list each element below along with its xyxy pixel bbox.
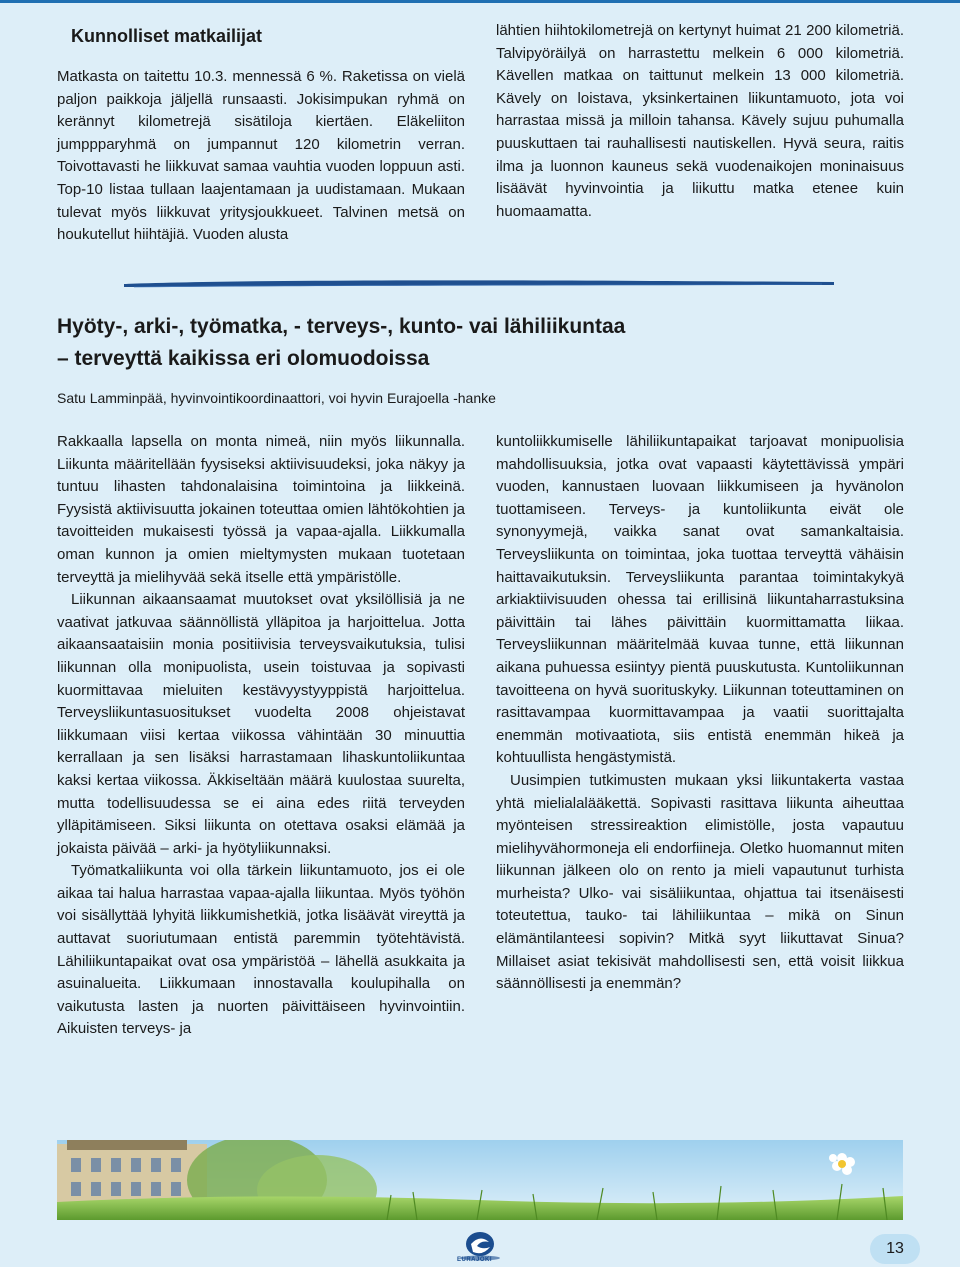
paragraph: kuntoliikkumiselle lähiliikuntapaikat tarjoavat monipuolisia mahdollisuuksia, jotka ovat vapaasti käytettävissä ympäri vuoden, kannustaen luovaan liikkumiseen ja hyvänolon tuottamiseen. Terveys- ja kuntoliikunta eivät ole synonyymejä, vaikka sanat ovat samankaltaisia. Terveysliikunta on toimintaa, joka tuottaa terveyttä vähäisin haittavaikutuksin. Terveysliikunta parantaa toimintakykyä arkiaktiivisuuden ohessa tai erillisinä liikuntaharrastuksina päivittäin tai lähes päivittäin kuormittamatta liikaa. Terveysliikunnan määritelmää kuvaa tunne, että liikunnan aikana puhuessa esiintyy pientä puuskutusta. Kuntoliikunnan tavoitteena on hyvä suorituskyky. Liikunnan toteuttaminen on rasittavampaa kuormittavampaa ja vaatii suorittajalta enemmän motivaatiota, siis entistä enemmän hikeä ja kohtuullista hengästymistä. xyxy=(496,433,904,767)
section1-left-column xyxy=(57,66,465,247)
section1-right-column xyxy=(496,20,904,223)
brush-divider xyxy=(122,276,842,290)
article-left-column xyxy=(57,431,465,1041)
logo-text: EURAJOKI xyxy=(457,1257,493,1263)
paragraph: Liikunnan aikaansaamat muutokset ovat yksilöllisiä ja ne vaativat jatkuvaa säännöllistä ylläpitoa ja harjoittelua. Jotta aikaansaataisiin monia positiivisia terveysvaikutuksia, tulisi liikunnan olla monipuolista, usein toistuvaa ja sopivasti kuormittavaa mieluiten kestävyystyyppistä harjoittelua. Terveysliikuntasuositukset vuodelta 2008 ohjeistavat liikkumaan viisi kertaa viikossa vähintään 30 minuuttia kerrallaan ja sen lisäksi harrastamaan lihaskuntoliikuntaa kaksi kertaa viikossa. Äkkiseltään määrä kuulostaa suurelta, mutta todellisuudessa se ei aina edes riitä terveyden ylläpitämiseen. Siksi liikunta on otettava osaksi elämää ja jokaista päivää – arki- ja hyötyliikunnaksi. xyxy=(57,591,465,857)
article-title xyxy=(57,311,917,375)
paragraph: lähtien hiihtokilometrejä on kertynyt huimat 21 200 kilometriä. Talvipyöräilyä on harrastettu melkein 6 000 kilometriä. Kävellen matkaa on taittunut melkein 13 000 kilometriä. Kävely on loistava, yksinkertainen liikuntamuoto, jota voi harrastaa missä ja milloin tahansa. Kävely sujuu puhumalla puuskuttaen tai rauhallisesti nautiskellen. Hyvä seura, raitis ilma ja luonnon kauneus sekä vuodenaikojen moninaisuus lisäävät hyvinvointia ja liikuttu matka etenee kuin huomaamatta. xyxy=(496,22,904,220)
article-title-line: – terveyttä kaikissa eri olomuodoissa xyxy=(57,347,430,370)
photo-banner xyxy=(57,1140,903,1220)
article-title-line: Hyöty-, arki-, työmatka, - terveys-, kunto- vai lähiliikuntaa xyxy=(57,315,626,338)
paragraph: Rakkaalla lapsella on monta nimeä, niin myös liikunnalla. Liikunta määritellään fyysiseksi aktiivisuudeksi, joka näkyy ja tuntuu lihasten tahdonalaisina toimintoina ja liikkeinä. Fyysistä aktiivisuutta jokainen toteuttaa omien lähtökohtien ja tavoitteiden mukaisesti työssä ja vapaa-ajalla. Liikkumalla oman kunnon ja omien mieltymysten mukaan tuotetaan terveyttä ja mielihyvää sekä itselle että ympäristölle. xyxy=(57,433,465,586)
paragraph: Uusimpien tutkimusten mukaan yksi liikuntakerta vastaa yhtä mielialalääkettä. Sopivasti rasittava liikunta aiheuttaa myönteisen stressireaktion elimistölle, josta vapautuu mielihyvähormoneja eli endorfiineja. Oletko huomannut miten liikunnan jälkeen olo on rento ja mieli vapautunut turhista murheista? Ulko- vai sisäliikuntaa, ohjattua tai itsenäisesti toteutettua, tauko- tai lähiliikuntaa – mikä on Sinun elämäntilanteesi sopivin? Mitkä syyt liikuttavat Sinua? Millaiset asiat tekisivät mahdollisesti sen, että voisit liikkua säännöllisesti ja enemmän? xyxy=(496,771,904,993)
paragraph: Työmatkaliikunta voi olla tärkein liikuntamuoto, jos ei ole aikaa tai halua harrastaa vapaa-ajalla liikuntaa. Myös työhön voi sisällyttää lyhyitä liikkumishetkiä, jotka lisäävät vireyttä ja auttavat suoriutumaan entistä paremmin työtehtävistä. Lähiliikuntapaikat ovat osa ympäristöä – lähellä asukkaita ja asuinalueita. Liikkumaan innostavalla koulupihalla on vaikutusta lasten ja nuorten päivittäiseen hyvinvointiin. Aikuisten terveys- ja xyxy=(57,862,465,1038)
paragraph: Matkasta on taitettu 10.3. mennessä 6 %. Raketissa on vielä paljon paikkoja jäljellä runsaasti. Jokisimpukan ryhmä on kerännyt kilometrejä sisätiloja kiertäen. Eläkeliiton jumppparyhmä on jumpannut 120 kilometrin verran. Toivottavasti he liikkuvat samaa vauhtia vuoden loppuun asti. Top-10 listaa tullaan laajentamaan ja uudistamaan. Mukaan tulevat myös liikkuvat yritysjoukkueet. Talvinen metsä on houkutellut hiihtäjiä. Vuoden alusta xyxy=(57,68,465,244)
article-right-column xyxy=(496,431,904,996)
byline: Satu Lamminpää, hyvinvointikoordinaattori, voi hyvin Eurajoella -hanke xyxy=(57,390,496,406)
top-rule xyxy=(0,0,960,3)
section-title: Kunnolliset matkailijat xyxy=(71,26,263,46)
page-number: 13 xyxy=(870,1234,920,1264)
